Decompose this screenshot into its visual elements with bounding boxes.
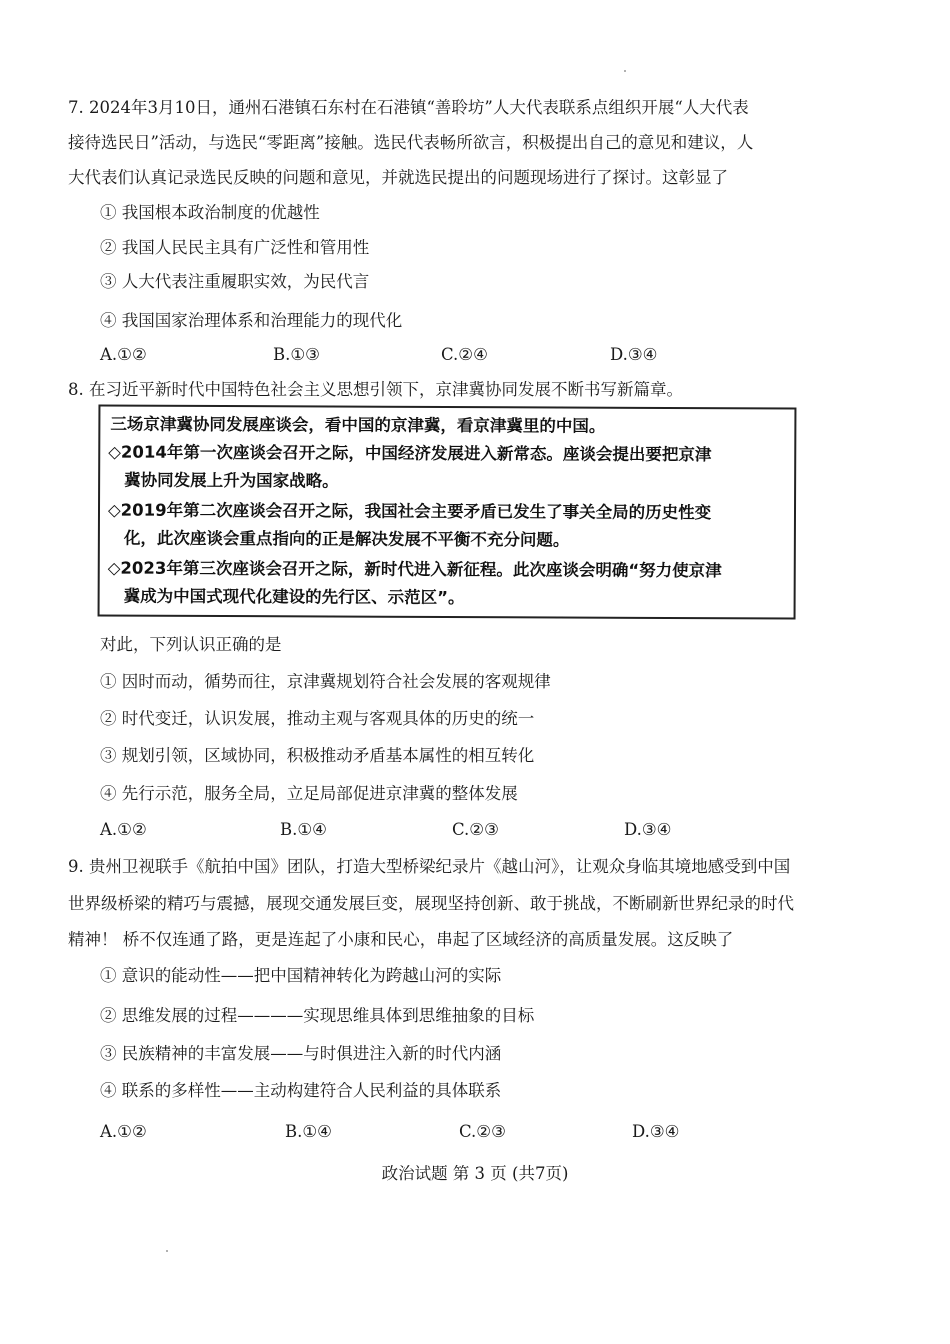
q8-choice-b: B.①④: [280, 820, 327, 839]
q8-item-3: ③ 规划引领，区域协同，积极推动矛盾基本属性的相互转化: [100, 746, 535, 765]
q8-choice-c: C.②③: [452, 820, 499, 839]
q7-stem-line-3: 大代表们认真记录选民反映的问题和意见，并就选民提出的问题现场进行了探讨。这彰显了: [68, 168, 728, 187]
scan-speck: [624, 70, 626, 72]
q8-choice-a: A.①②: [100, 820, 147, 839]
q7-choice-d: D.③④: [610, 345, 658, 364]
q7-stem-line-1: 7. 2024年3月10日，通州石港镇石东村在石港镇“善聆坊”人大代表联系点组织开展“人大代表: [68, 98, 749, 117]
q9-item-2: ② 思维发展的过程————实现思维具体到思维抽象的目标: [100, 1006, 535, 1025]
q7-choice-a: A.①②: [100, 345, 147, 364]
q7-item-3: ③ 人大代表注重履职实效，为民代言: [100, 272, 370, 291]
q8-box-line-2: ◇2014年第一次座谈会召开之际，中国经济发展进入新常态。座谈会提出要把京津: [108, 442, 712, 465]
q9-choice-a: A.①②: [100, 1122, 147, 1141]
q9-item-1: ① 意识的能动性——把中国精神转化为跨越山河的实际: [100, 966, 502, 985]
q8-box-line-5: 化，此次座谈会重点指向的正是解决发展不平衡不充分问题。: [123, 528, 570, 550]
q8-item-1: ① 因时而动，循势而往，京津冀规划符合社会发展的客观规律: [100, 672, 551, 691]
q8-box-line-1: 三场京津冀协同发展座谈会，看中国的京津冀，看京津冀里的中国。: [110, 414, 606, 436]
q8-stem: 8. 在习近平新时代中国特色社会主义思想引领下，京津冀协同发展不断书写新篇章。: [68, 380, 683, 399]
q9-choice-d: D.③④: [632, 1122, 680, 1141]
q8-item-2: ② 时代变迁，认识发展，推动主观与客观具体的历史的统一: [100, 709, 535, 728]
q9-item-4: ④ 联系的多样性——主动构建符合人民利益的具体联系: [100, 1081, 502, 1100]
q9-choice-c: C.②③: [459, 1122, 506, 1141]
q8-choice-d: D.③④: [624, 820, 672, 839]
q8-prompt: 对此，下列认识正确的是: [100, 635, 282, 654]
q8-box-line-4: ◇2019年第二次座谈会召开之际，我国社会主要矛盾已发生了事关全局的历史性变: [107, 500, 712, 523]
q7-item-1: ① 我国根本政治制度的优越性: [100, 203, 320, 222]
q9-item-3: ③ 民族精神的丰富发展——与时俱进注入新的时代内涵: [100, 1044, 502, 1063]
q9-choice-b: B.①④: [285, 1122, 332, 1141]
q9-stem-line-2: 世界级桥梁的精巧与震撼，展现交通发展巨变，展现坚持创新、敢于挑战，不断刷新世界纪录的时代: [68, 894, 794, 913]
q8-box-line-7: 冀成为中国式现代化建设的先行区、示范区”。: [123, 586, 465, 608]
q7-item-4: ④ 我国国家治理体系和治理能力的现代化: [100, 311, 403, 330]
q8-item-4: ④ 先行示范，服务全局，立足局部促进京津冀的整体发展: [100, 784, 518, 803]
q8-material-box: [98, 404, 797, 619]
scan-speck: [166, 1250, 168, 1252]
q7-choice-c: C.②④: [441, 345, 488, 364]
q7-item-2: ② 我国人民民主具有广泛性和管用性: [100, 238, 370, 257]
q8-box-line-6: ◇2023年第三次座谈会召开之际，新时代进入新征程。此次座谈会明确“努力使京津: [107, 558, 722, 581]
q7-choice-b: B.①③: [273, 345, 320, 364]
q9-stem-line-3: 精神！ 桥不仅连通了路，更是连起了小康和民心，串起了区域经济的高质量发展。这反映了: [68, 930, 734, 949]
q8-box-line-3: 冀协同发展上升为国家战略。: [124, 470, 339, 491]
page-footer: 政治试题 第 3 页 (共7页): [381, 1164, 569, 1183]
q9-stem-line-1: 9. 贵州卫视联手《航拍中国》团队，打造大型桥梁纪录片《越山河》，让观众身临其境地感受到中国: [68, 857, 791, 876]
q7-stem-line-2: 接待选民日”活动，与选民“零距离”接触。选民代表畅所欲言，积极提出自己的意见和建议，人: [68, 133, 754, 152]
